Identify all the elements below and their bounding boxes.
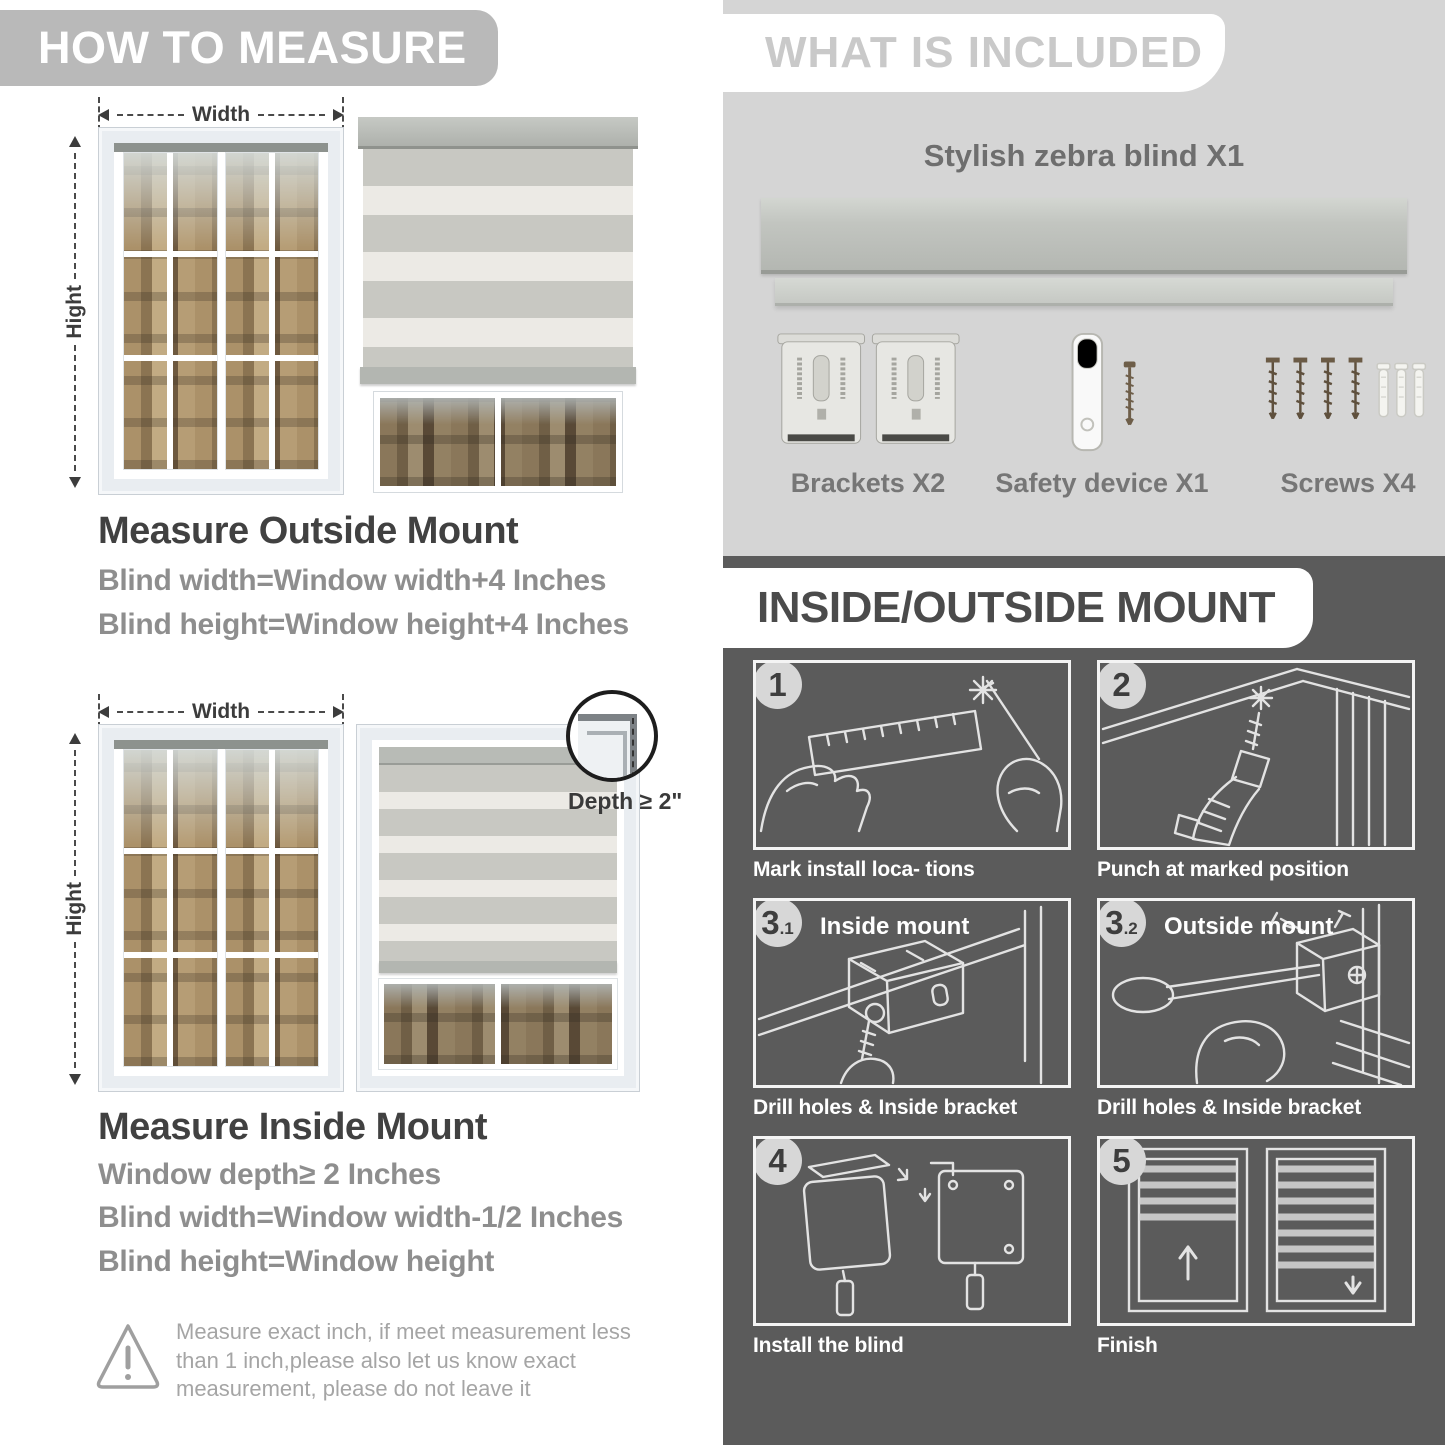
window-illustration-inside [98, 724, 344, 1092]
warning-triangle-icon [94, 1320, 162, 1392]
step-caption: Drill holes & Inside bracket [1097, 1096, 1361, 1119]
measurement-warning-text: Measure exact inch, if meet measurement less than 1 inch,please also let us know exact measurement, please do not leave it [176, 1319, 631, 1402]
arrow-left-icon [98, 706, 109, 718]
step-caption: Drill holes & Inside bracket [753, 1096, 1017, 1119]
step-number-badge: 2 [1097, 660, 1146, 709]
window-top-rail [114, 740, 328, 749]
blind-bottomrail-image [775, 278, 1393, 306]
width-arrow-outside [98, 104, 344, 126]
height-arrow-outside [62, 136, 88, 488]
blind-bottom-rail [360, 367, 636, 384]
step-2 [1097, 660, 1415, 882]
depth-requirement-label: Depth ≥ 2" [568, 788, 683, 814]
inside-mount-heading: Measure Inside Mount [98, 1106, 488, 1148]
installation-steps [753, 660, 1415, 1358]
brackets-icon [770, 330, 967, 458]
drill-illustration [1100, 663, 1412, 847]
height-label: Hight [63, 882, 86, 936]
window-under-blind [374, 392, 622, 492]
blind-bottom-rail [379, 961, 617, 973]
step-number-badge: 4 [753, 1136, 802, 1185]
step-number-badge: 5 [1097, 1136, 1146, 1185]
arrow-up-icon [69, 136, 81, 147]
part-brackets [773, 330, 963, 499]
inside-mount-tag: Inside mount [820, 913, 970, 940]
step-caption: Mark install loca- tions [753, 858, 975, 881]
step-number-badge: 3 .1 [753, 898, 802, 947]
screws-label: Screws X4 [1280, 468, 1416, 498]
install-blind-illustration [756, 1139, 1068, 1323]
width-label: Width [191, 700, 251, 723]
inside-width-formula: Blind width=Window width-1/2 Inches [98, 1201, 624, 1234]
inside-depth-formula: Window depth≥ 2 Inches [98, 1158, 441, 1191]
screws-icon [1259, 330, 1436, 458]
step-number-badge: 3 .2 [1097, 898, 1146, 947]
arrow-right-icon [333, 706, 344, 718]
part-screws [1251, 330, 1445, 499]
width-arrow-inside [98, 701, 344, 723]
blind-stripes [363, 149, 633, 367]
window-top-rail [114, 143, 328, 152]
arrow-down-icon [69, 477, 81, 488]
depth-detail-magnifier [566, 690, 658, 782]
zebra-blind-outside-illustration [358, 117, 638, 492]
blind-headrail [358, 117, 638, 149]
window-sash [123, 749, 218, 1067]
how-to-measure-title: HOW TO MEASURE [38, 22, 467, 73]
what-is-included-panel [723, 0, 1445, 556]
inside-outside-mount-panel [723, 556, 1445, 1445]
step-caption: Install the blind [753, 1334, 904, 1357]
height-label: Hight [63, 285, 86, 339]
step-caption: Punch at marked position [1097, 858, 1349, 881]
outside-height-formula: Blind height=Window height+4 Inches [98, 608, 629, 641]
arrow-right-icon [333, 109, 344, 121]
step-number-badge: 1 [753, 660, 802, 709]
blind-headrail-image [761, 198, 1407, 274]
part-safety-device [981, 330, 1223, 499]
window-sash [225, 749, 320, 1067]
step-4 [753, 1136, 1071, 1358]
window-illustration-outside [98, 127, 344, 495]
step-1 [753, 660, 1071, 882]
arrow-down-icon [69, 1074, 81, 1085]
mark-location-illustration [756, 663, 1068, 847]
window-sash [225, 152, 320, 470]
step-3-2 [1097, 898, 1415, 1120]
outside-mount-heading: Measure Outside Mount [98, 510, 519, 552]
brackets-label: Brackets X2 [790, 468, 946, 498]
outside-mount-tag: Outside mount [1164, 913, 1334, 940]
height-arrow-inside [62, 733, 88, 1085]
arrow-up-icon [69, 733, 81, 744]
inside-height-formula: Blind height=Window height [98, 1245, 495, 1278]
step-caption: Finish [1097, 1334, 1158, 1357]
window-under-blind [379, 979, 617, 1069]
blind-item-label: Stylish zebra blind X1 [923, 138, 1245, 173]
outside-width-formula: Blind width=Window width+4 Inches [98, 564, 607, 597]
arrow-left-icon [98, 109, 109, 121]
how-to-measure-banner [0, 10, 498, 86]
what-is-included-banner: WHAT IS INCLUDED [723, 14, 1225, 92]
step-5 [1097, 1136, 1415, 1358]
finish-illustration [1100, 1139, 1412, 1323]
width-label: Width [191, 103, 251, 126]
inside-outside-mount-banner: INSIDE/OUTSIDE MOUNT [723, 568, 1313, 648]
safety-device-label: Safety device X1 [995, 468, 1209, 498]
window-sash [123, 152, 218, 470]
safety-device-icon [1043, 330, 1161, 458]
step-3-1 [753, 898, 1071, 1120]
